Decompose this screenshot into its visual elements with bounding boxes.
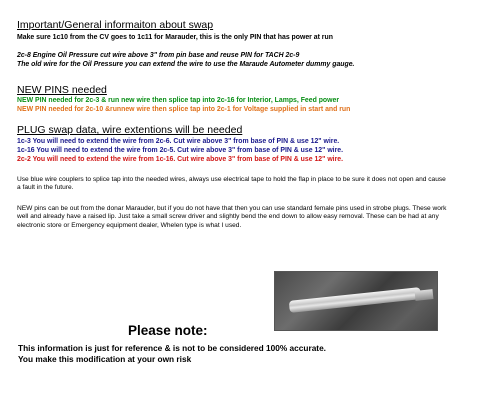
new-pins-line-1: NEW PIN needed for 2c-3 & run new wire then splice tap into 2c-16 for Interior, Lamps, Feed power — [17, 97, 340, 104]
pin-tip-image — [415, 289, 434, 301]
heading-general-info: Important/General informaiton about swap — [17, 19, 214, 31]
heading-new-pins: NEW PINS needed — [17, 84, 107, 96]
paragraph-couplers: Use blue wire couplers to splice tap into the needed wires, always use electrical tape to hold the flap in place to be sure it does not open and cause a fault in the future. — [17, 176, 446, 192]
plug-swap-line-3: 2c-2 You will need to extend the wire from 1c-16. Cut wire above 3" from base of PIN & use 12" wire. — [17, 156, 344, 163]
note-line-2: You make this modification at your own risk — [18, 354, 192, 364]
general-line-2: 2c-8 Engine Oil Pressure cut wire above 3" from pin base and reuse PIN for TACH 2c-9 — [17, 52, 300, 59]
paragraph-new-pins: NEW pins can be out from the donar Marauder, but if you do not have that then you can use standard female pins used in strobe plugs. These work well and already have a raised lip. Just take a small screw driver and slightly bend the end down to allow easy removal. These can be had at any electronic store or Emergency equipment dealer, Whelen type is what I used. — [17, 205, 447, 229]
plug-swap-line-1: 1c-3 You will need to extend the wire from 2c-6. Cut wire above 3" from base of PIN & use 12" wire. — [17, 138, 340, 145]
plug-swap-line-2: 1c-16 You will need to extend the wire from 2c-5. Cut wire above 3" from base of PIN & use 12" wire. — [17, 147, 344, 154]
note-line-1: This information is just for reference & is not to be considered 100% accurate. — [18, 343, 326, 353]
new-pins-line-2: NEW PIN needed for 2c-10 &runnew wire then splice tap into 2c-1 for Voltage supplied in start and run — [17, 106, 351, 113]
pin-photo — [274, 271, 438, 331]
general-line-3: The old wire for the Oil Pressure you can extend the wire to use the Maraude Autometer dummy gauge. — [17, 61, 355, 68]
general-line-1: Make sure 1c10 from the CV goes to 1c11 for Marauder, this is the only PIN that has power at run — [17, 34, 333, 41]
heading-plug-swap: PLUG swap data, wire extentions will be needed — [17, 124, 243, 136]
note-title: Please note: — [128, 323, 208, 338]
female-pin-image — [289, 287, 422, 313]
